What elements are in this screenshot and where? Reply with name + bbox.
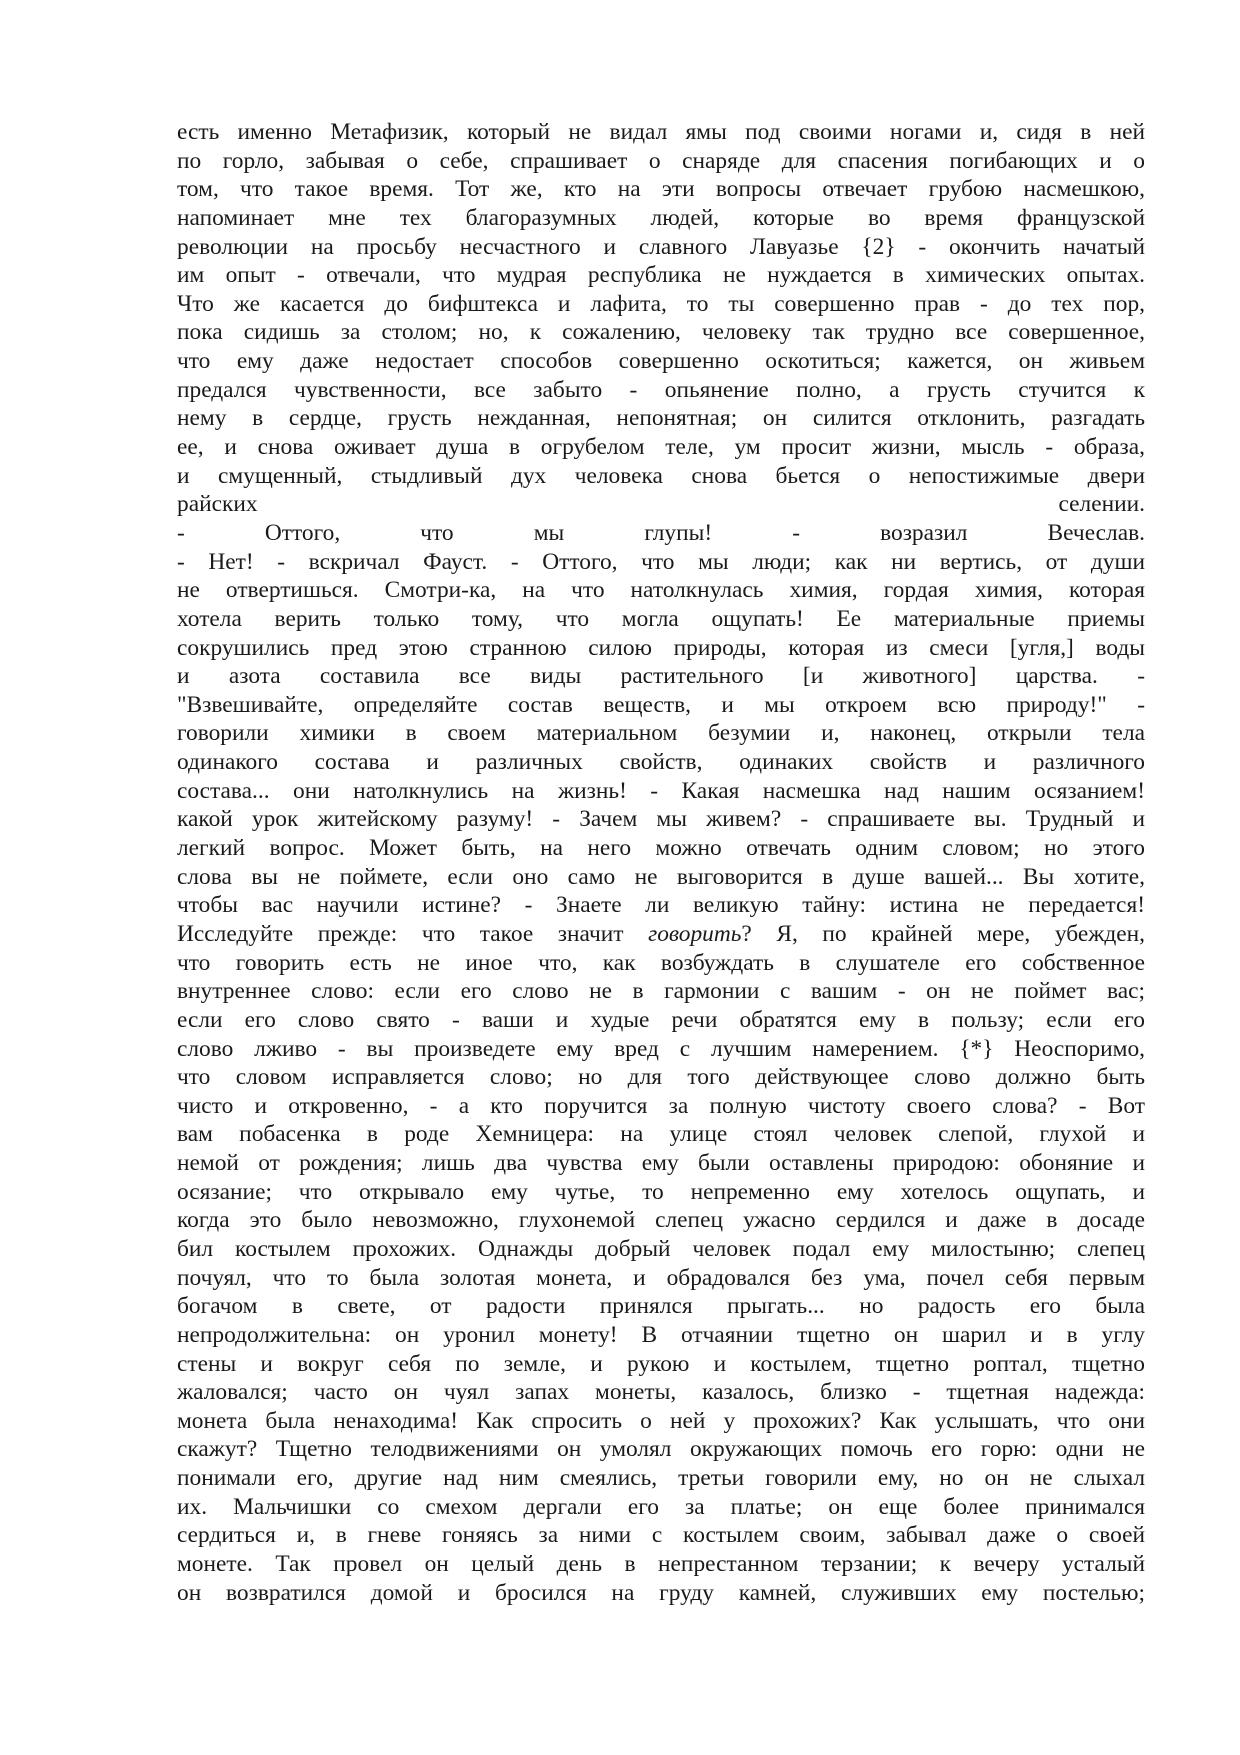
text-line: нему в сердце, грусть нежданная, непонятная; он силится отклонить, разгадать <box>177 405 1145 432</box>
text-line: их. Мальчишки со смехом дергали его за платье; он еще более принимался <box>177 1493 1145 1520</box>
text-line: Исследуйте прежде: что такое значит говорить? Я, по крайней мере, убежден, <box>177 920 1145 947</box>
text-line: бил костылем прохожих. Однажды добрый человек подал ему милостыню; слепец <box>177 1235 1145 1262</box>
text-line: сокрушились пред этою странною силою природы, которая из смеси [угля,] воды <box>177 634 1145 661</box>
text-line: если его слово свято - ваши и худые речи обратятся ему в пользу; если его <box>177 1006 1145 1033</box>
text-line: что говорить есть не иное что, как возбуждать в слушателе его собственное <box>177 949 1145 976</box>
text-line: что словом исправляется слово; но для того действующее слово должно быть <box>177 1064 1145 1091</box>
document-body-text <box>177 118 1145 1607</box>
text-line: - Нет! - вскричал Фауст. - Оттого, что мы люди; как ни вертись, от души <box>177 548 1145 575</box>
text-line: не отвертишься. Смотри-ка, на что натолкнулась химия, гордая химия, которая <box>177 577 1145 604</box>
text-line: внутреннее слово: если его слово не в гармонии с вашим - он не поймет вас; <box>177 978 1145 1005</box>
text-line: ее, и снова оживает душа в огрубелом теле, ум просит жизни, мысль - образа, <box>177 434 1145 461</box>
text-line: понимали его, другие над ним смеялись, третьи говорили ему, но он не слыхал <box>177 1465 1145 1492</box>
text-line: жаловался; часто он чуял запах монеты, казалось, близко - тщетная надежда: <box>177 1379 1145 1406</box>
text-line: есть именно Метафизик, который не видал ямы под своими ногами и, сидя в ней <box>177 119 1145 145</box>
text-line: чисто и откровенно, - а кто поручится за полную чистоту своего слова? - Вот <box>177 1092 1145 1119</box>
text-line: слово лживо - вы произведете ему вред с лучшим намерением. {*} Неоспоримо, <box>177 1035 1145 1062</box>
italic-emphasis: говорить <box>648 920 742 947</box>
text-line: хотела верить только тому, что могла ощупать! Ее материальные приемы <box>177 605 1145 632</box>
text-line: том, что такое время. Тот же, кто на эти вопросы отвечает грубою насмешкою, <box>177 176 1145 203</box>
text-line: скажут? Тщетно телодвижениями он умолял окружающих помочь его горю: одни не <box>177 1436 1145 1463</box>
text-line: предался чувственности, все забыто - опьянение полно, а грусть стучится к <box>177 376 1145 403</box>
text-line: почуял, что то была золотая монета, и обрадовался без ума, почел себя первым <box>177 1264 1145 1291</box>
text-line: - Оттого, что мы глупы! - возразил Вечеслав. <box>177 519 1145 546</box>
text-line: легкий вопрос. Может быть, на него можно отвечать одним словом; но этого <box>177 835 1145 862</box>
text-line: осязание; что открывало ему чутье, то непременно ему хотелось ощупать, и <box>177 1178 1145 1205</box>
text-line: сердиться и, в гневе гоняясь за ними с костылем своим, забывал даже о своей <box>177 1522 1145 1549</box>
text-line: "Взвешивайте, определяйте состав веществ, и мы откроем всю природу!" - <box>177 691 1145 718</box>
text-line: и смущенный, стыдливый дух человека снова бьется о непостижимые двери <box>177 462 1145 489</box>
text-line: революции на просьбу несчастного и славного Лавуазье {2} - окончить начатый <box>177 233 1145 260</box>
text-line: одинакого состава и различных свойств, одинаких свойств и различного <box>177 749 1145 776</box>
text-line: когда это было невозможно, глухонемой слепец ужасно сердился и даже в досаде <box>177 1207 1145 1234</box>
text-line: какой урок житейскому разуму! - Зачем мы живем? - спрашиваете вы. Трудный и <box>177 806 1145 833</box>
text-line: непродолжительна: он уронил монету! В отчаянии тщетно он шарил и в углу <box>177 1321 1145 1348</box>
text-line: и азота составила все виды растительного [и животного] царства. - <box>177 663 1145 690</box>
text-line: чтобы вас научили истине? - Знаете ли великую тайну: истина не передается! <box>177 892 1145 919</box>
text-line: по горло, забывая о себе, спрашивает о снаряде для спасения погибающих и о <box>177 147 1145 174</box>
text-line: состава... они натолкнулись на жизнь! - Какая насмешка над нашим осязанием! <box>177 777 1145 804</box>
text-line: напоминает мне тех благоразумных людей, которые во время французской <box>177 204 1145 231</box>
text-line: пока сидишь за столом; но, к сожалению, человеку так трудно все совершенное, <box>177 319 1145 346</box>
text-line: немой от рождения; лишь два чувства ему были оставлены природою: обоняние и <box>177 1150 1145 1177</box>
text-line: стены и вокруг себя по земле, и рукою и костылем, тщетно роптал, тщетно <box>177 1350 1145 1377</box>
text-line: говорили химики в своем материальном безумии и, наконец, открыли тела <box>177 720 1145 747</box>
text-line: им опыт - отвечали, что мудрая республика не нуждается в химических опытах. <box>177 262 1145 289</box>
text-line: Что же касается до бифштекса и лафита, то ты совершенно прав - до тех пор, <box>177 290 1145 317</box>
text-line: богачом в свете, от радости принялся прыгать... но радость его была <box>177 1293 1145 1320</box>
text-line: монете. Так провел он целый день в непрестанном терзании; к вечеру усталый <box>177 1551 1145 1578</box>
text-line: вам побасенка в роде Хемницера: на улице стоял человек слепой, глухой и <box>177 1121 1145 1148</box>
text-line: монета была ненаходима! Как спросить о ней у прохожих? Как услышать, что они <box>177 1407 1145 1434</box>
text-line: слова вы не поймете, если оно само не выговорится в душе вашей... Вы хотите, <box>177 863 1145 890</box>
text-line: что ему даже недостает способов совершенно оскотиться; кажется, он живьем <box>177 348 1145 375</box>
text-line: он возвратился домой и бросился на груду камней, служивших ему постелью; <box>177 1579 1145 1606</box>
text-line: райских селении. <box>177 491 1145 518</box>
